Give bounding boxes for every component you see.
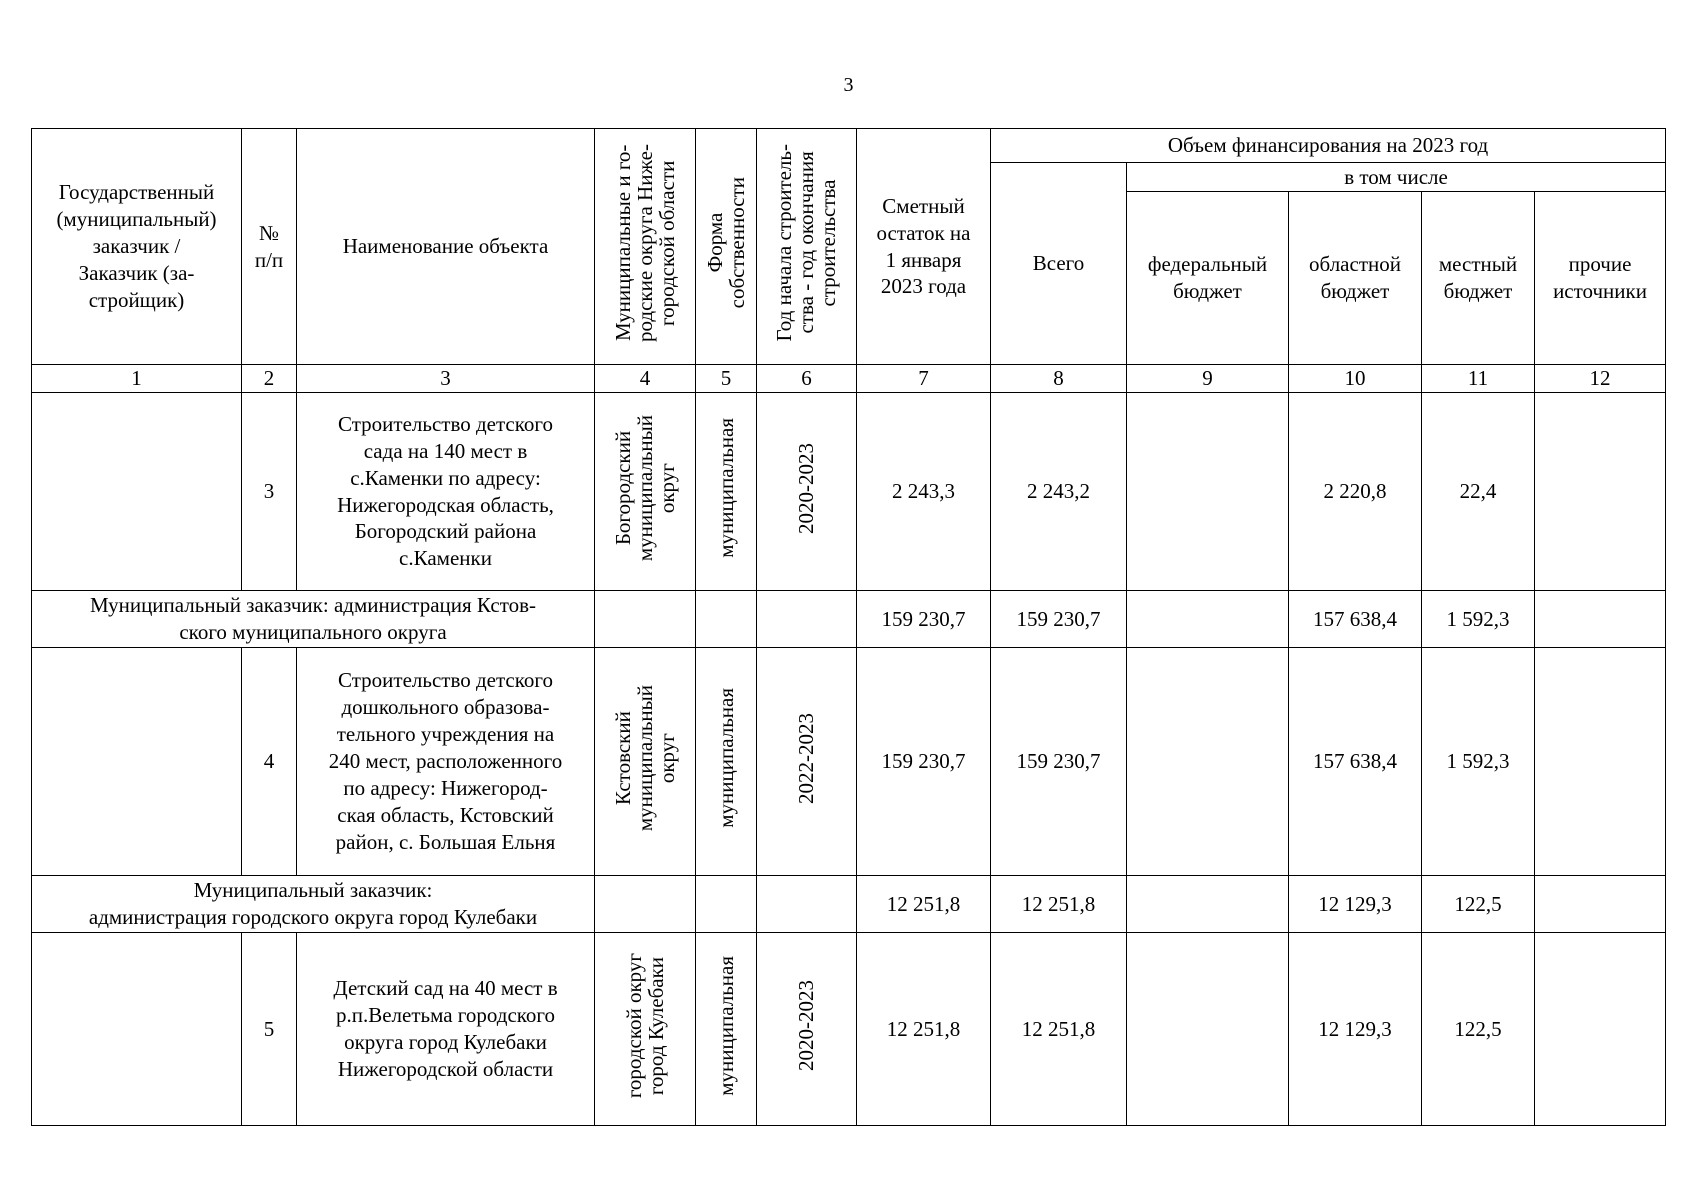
header-customer: Государственный (муниципальный) заказчик / Заказчик (за- стройщик) — [32, 129, 242, 365]
cell-total: 12 251,8 — [991, 876, 1127, 933]
cell-other — [1535, 393, 1666, 591]
header-estimate: Сметный остаток на 1 января 2023 года — [857, 129, 991, 365]
header-ownership-text: Форма собственности — [702, 177, 749, 309]
cell-number: 4 — [242, 648, 297, 876]
cell-estimate: 159 230,7 — [857, 648, 991, 876]
column-number: 6 — [757, 365, 857, 393]
header-districts — [595, 129, 696, 365]
page-number: 3 — [843, 74, 854, 96]
cell-regional: 157 638,4 — [1289, 591, 1422, 648]
cell-empty — [595, 591, 696, 648]
header-total: Всего — [991, 163, 1127, 365]
cell-regional: 157 638,4 — [1289, 648, 1422, 876]
cell-total: 2 243,2 — [991, 393, 1127, 591]
column-number: 2 — [242, 365, 297, 393]
cell-years — [757, 648, 857, 876]
cell-object-name: Строительство детского дошкольного образова- тельного учреждения на 240 мест, расположенного по адресу: Нижегород- ская область, Кстовский район, с. Большая Ельня — [297, 648, 595, 876]
cell-total: 12 251,8 — [991, 933, 1127, 1126]
cell-empty — [757, 876, 857, 933]
header-years — [757, 129, 857, 365]
column-number: 5 — [696, 365, 757, 393]
cell-customer — [32, 933, 242, 1126]
table-row-customer — [32, 876, 1666, 933]
table-row-object — [32, 393, 1666, 591]
cell-district — [595, 933, 696, 1126]
cell-local: 1 592,3 — [1422, 591, 1535, 648]
cell-customer — [32, 393, 242, 591]
header-local: местный бюджет — [1422, 192, 1535, 365]
column-numbers-row — [32, 365, 1666, 393]
cell-district-text: Кстовский муниципальный округ — [610, 684, 680, 832]
cell-years-text: 2022-2023 — [794, 712, 819, 804]
cell-total: 159 230,7 — [991, 648, 1127, 876]
cell-empty — [696, 591, 757, 648]
header-including: в том числе — [1127, 163, 1666, 192]
column-number: 1 — [32, 365, 242, 393]
cell-number: 3 — [242, 393, 297, 591]
cell-empty — [696, 876, 757, 933]
cell-estimate: 12 251,8 — [857, 876, 991, 933]
cell-local: 22,4 — [1422, 393, 1535, 591]
header-other: прочие источники — [1535, 192, 1666, 365]
financing-table — [31, 128, 1666, 1126]
cell-customer-label: Муниципальный заказчик: администрация городского округа город Кулебаки — [32, 876, 595, 933]
header-federal: федеральный бюджет — [1127, 192, 1289, 365]
cell-federal — [1127, 393, 1289, 591]
cell-customer — [32, 648, 242, 876]
cell-estimate: 159 230,7 — [857, 591, 991, 648]
header-funding: Объем финансирования на 2023 год — [991, 129, 1666, 163]
cell-ownership-text: муниципальная — [713, 688, 738, 828]
cell-ownership — [696, 933, 757, 1126]
cell-regional: 12 129,3 — [1289, 876, 1422, 933]
cell-local: 122,5 — [1422, 933, 1535, 1126]
column-number: 12 — [1535, 365, 1666, 393]
header-districts-text: Муниципальные и го- родские округа Ниже- городской области — [610, 144, 680, 343]
column-number: 11 — [1422, 365, 1535, 393]
cell-ownership — [696, 393, 757, 591]
cell-years — [757, 933, 857, 1126]
cell-local: 1 592,3 — [1422, 648, 1535, 876]
table-row-object — [32, 648, 1666, 876]
cell-number: 5 — [242, 933, 297, 1126]
header-ownership — [696, 129, 757, 365]
cell-federal — [1127, 591, 1289, 648]
cell-ownership-text: муниципальная — [713, 955, 738, 1096]
cell-years-text: 2020-2023 — [794, 980, 819, 1072]
header-object-name: Наименование объекта — [297, 129, 595, 365]
cell-object-name: Строительство детского сада на 140 мест в с.Каменки по адресу: Нижегородская область, Богородский района с.Каменки — [297, 393, 595, 591]
cell-federal — [1127, 933, 1289, 1126]
column-number: 7 — [857, 365, 991, 393]
cell-district-text: Богородский муниципальный округ — [610, 414, 680, 562]
cell-regional: 2 220,8 — [1289, 393, 1422, 591]
cell-years-text: 2020-2023 — [794, 442, 819, 534]
cell-other — [1535, 876, 1666, 933]
cell-regional: 12 129,3 — [1289, 933, 1422, 1126]
cell-customer-label: Муниципальный заказчик: администрация Кстов- ского муниципального округа — [32, 591, 595, 648]
table-row-object — [32, 933, 1666, 1126]
cell-federal — [1127, 876, 1289, 933]
header-number: № п/п — [242, 129, 297, 365]
cell-total: 159 230,7 — [991, 591, 1127, 648]
cell-local: 122,5 — [1422, 876, 1535, 933]
cell-ownership — [696, 648, 757, 876]
column-number: 8 — [991, 365, 1127, 393]
cell-object-name: Детский сад на 40 мест в р.п.Велетьма городского округа город Кулебаки Нижегородской области — [297, 933, 595, 1126]
cell-district — [595, 648, 696, 876]
column-number: 4 — [595, 365, 696, 393]
cell-other — [1535, 648, 1666, 876]
cell-other — [1535, 591, 1666, 648]
column-number: 10 — [1289, 365, 1422, 393]
column-number: 9 — [1127, 365, 1289, 393]
cell-federal — [1127, 648, 1289, 876]
header-regional: областной бюджет — [1289, 192, 1422, 365]
cell-estimate: 12 251,8 — [857, 933, 991, 1126]
cell-other — [1535, 933, 1666, 1126]
cell-empty — [757, 591, 857, 648]
cell-district-text: городской округ город Кулебаки — [621, 952, 668, 1099]
cell-years — [757, 393, 857, 591]
header-years-text: Год начала строитель- ства - год окончания строительства — [772, 144, 841, 342]
cell-district — [595, 393, 696, 591]
cell-empty — [595, 876, 696, 933]
cell-estimate: 2 243,3 — [857, 393, 991, 591]
cell-ownership-text: муниципальная — [713, 418, 738, 558]
column-number: 3 — [297, 365, 595, 393]
table-row-customer — [32, 591, 1666, 648]
